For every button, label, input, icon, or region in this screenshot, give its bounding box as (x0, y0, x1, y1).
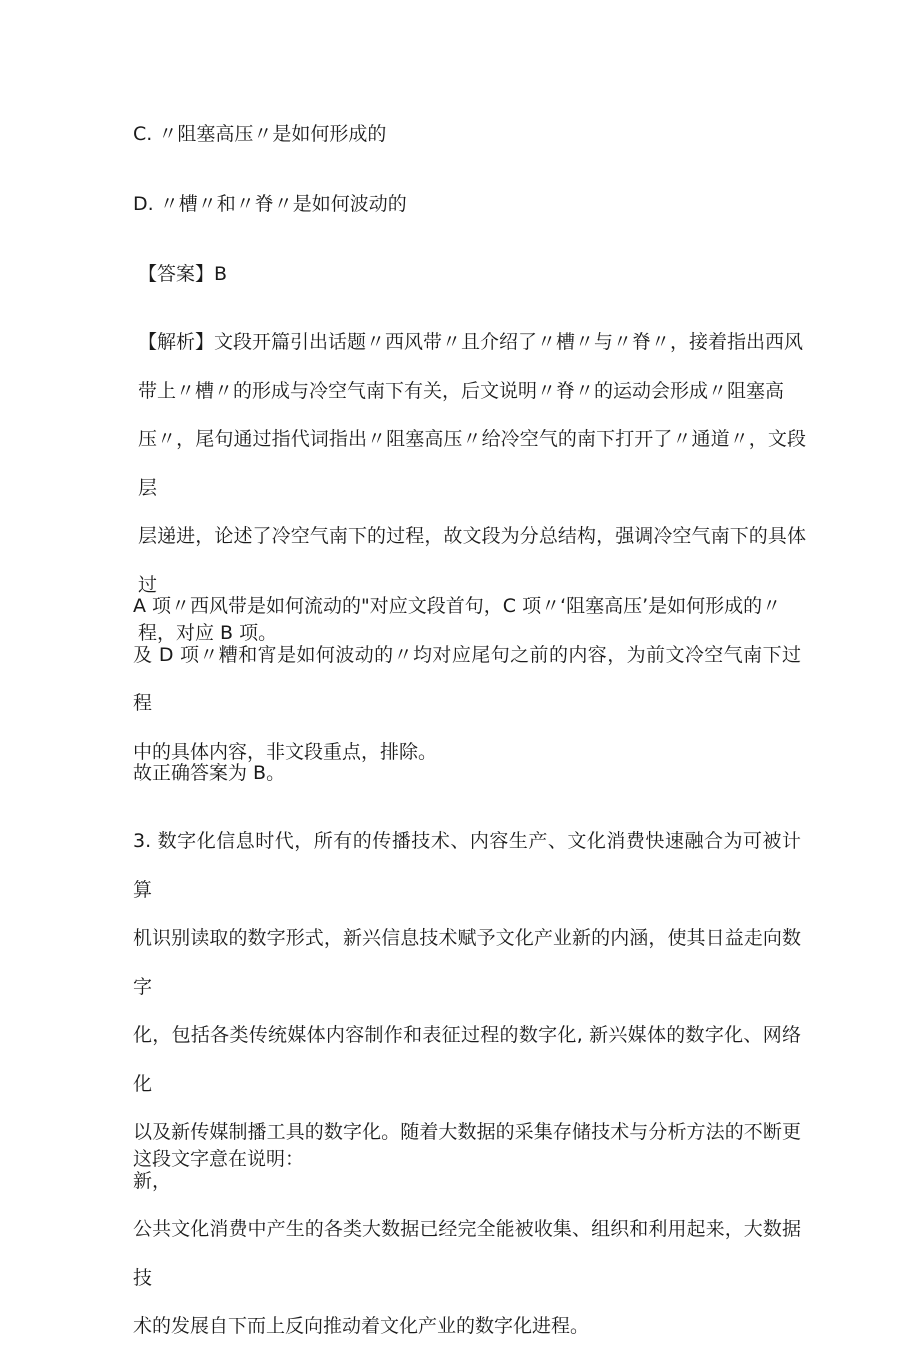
answer-line: 【答案】B (138, 263, 228, 285)
analysis-paragraph-2: A 项〃西风带是如何流动的"对应文段首句，C 项〃‘阻塞高压’是如何形成的〃 及 D 项〃糟和宵是如何波动的〃均对应尾句之前的内容，为前文冷空气南下过程 中的具体内容，非文段重点，排除。 (133, 595, 801, 763)
analysis-paragraph-1: 【解析】文段开篇引出话题〃西风带〃且介绍了〃槽〃与〃脊〃，接着指出西风 带上〃槽〃的形成与冷空气南下有关，后文说明〃脊〃的运动会形成〃阻塞高 压〃，尾句通过指代词指出〃阻塞高压〃给冷空气的南下打开了〃通道〃，文段层 层递进，论述了冷空气南下的过程，故文段为分总结构，强调冷空气南下的具体过 程，对应 B 项。 (138, 331, 806, 644)
question-3-text: 3. 数字化信息时代，所有的传播技术、内容生产、文化消费快速融合为可被计算 机识别读取的数字形式，新兴信息技术赋予文化产业新的内涵，使其日益走向数字 化，包括各类传统媒体内容制作和表征过程的数字化, 新兴媒体的数字化、网络化 以及新传媒制播工具的数字化。随着大数据的采集存储技术与分析方法的不断更新， 公共文化消费中产生的各类大数据已经完全能被收集、组织和利用起来，大数据技 术的发展自下而上反向推动着文化产业的数字化进程。 (133, 830, 801, 1337)
option-c: C. 〃阻塞高压〃是如何形成的 (133, 123, 387, 145)
option-d: D. 〃槽〃和〃脊〃是如何波动的 (133, 193, 407, 215)
analysis-conclusion: 故正确答案为 B。 (133, 762, 286, 784)
question-3-prompt: 这段文字意在说明： (133, 1148, 305, 1170)
